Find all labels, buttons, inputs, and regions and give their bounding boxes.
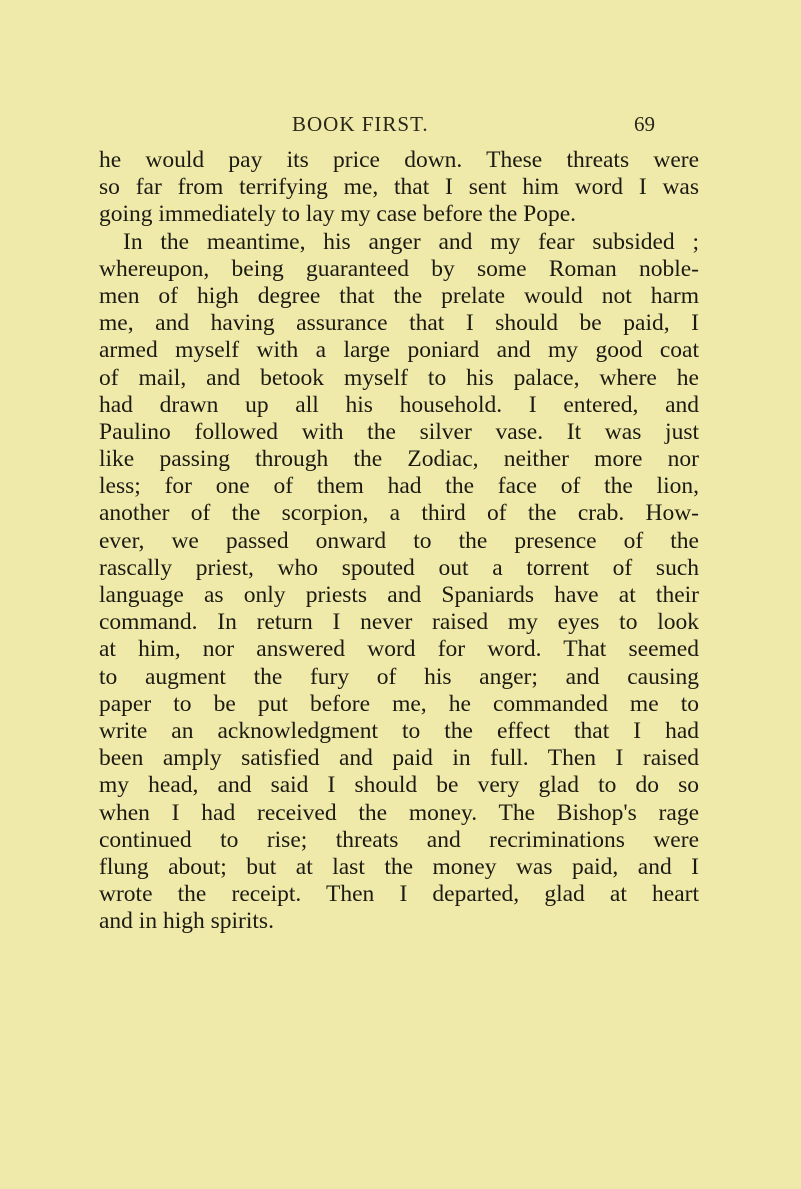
text-line: of mail, and betook myself to his palace, where he xyxy=(99,364,699,391)
text-line: ever, we passed onward to the presence of the xyxy=(99,527,699,554)
text-line: like passing through the Zodiac, neither more nor xyxy=(99,446,699,473)
text-line: he would pay its price down. These threats were xyxy=(99,147,699,173)
text-line: to augment the fury of his anger; and causing xyxy=(99,663,699,690)
text-line: at him, nor answered word for word. That seemed xyxy=(99,636,699,663)
body-text xyxy=(99,147,699,935)
text-line: Paulino followed with the silver vase. It was just xyxy=(99,418,699,445)
text-line: me, and having assurance that I should be paid, I xyxy=(99,310,699,337)
text-line: In the meantime, his anger and my fear subsided ; xyxy=(123,228,699,255)
text-line: so far from terrifying me, that I sent him word I was xyxy=(99,174,699,201)
text-line: another of the scorpion, a third of the crab. How- xyxy=(99,500,699,527)
text-line: rascally priest, who spouted out a torrent of such xyxy=(99,554,699,581)
text-line: wrote the receipt. Then I departed, glad at heart xyxy=(99,881,699,908)
page-number: 69 xyxy=(634,112,655,136)
text-line: armed myself with a large poniard and my good coat xyxy=(99,337,699,364)
text-line: had drawn up all his household. I entered, and xyxy=(99,391,699,418)
text-line: whereupon, being guaranteed by some Roman noble- xyxy=(99,255,699,282)
text-line: men of high degree that the prelate would not harm xyxy=(99,282,699,309)
text-line: going immediately to lay my case before the Pope. xyxy=(99,201,577,228)
text-line: language as only priests and Spaniards have at their xyxy=(99,582,699,608)
text-line: write an acknowledgment to the effect that I had xyxy=(99,717,699,744)
text-line: been amply satisfied and paid in full. Then I raised xyxy=(99,745,699,772)
text-line: command. In return I never raised my eyes to look xyxy=(99,609,699,636)
running-header xyxy=(0,112,801,140)
text-line: continued to rise; threats and recriminations were xyxy=(99,826,699,853)
text-line: flung about; but at last the money was paid, and I xyxy=(99,853,699,880)
text-line: and in high spirits. xyxy=(99,908,274,935)
running-title: BOOK FIRST. xyxy=(292,112,429,136)
text-line: paper to be put before me, he commanded me to xyxy=(99,690,699,717)
text-line: my head, and said I should be very glad to do so xyxy=(99,772,699,799)
text-line: when I had received the money. The Bishop's rage xyxy=(99,799,699,826)
text-line: less; for one of them had the face of the lion, xyxy=(99,473,699,500)
